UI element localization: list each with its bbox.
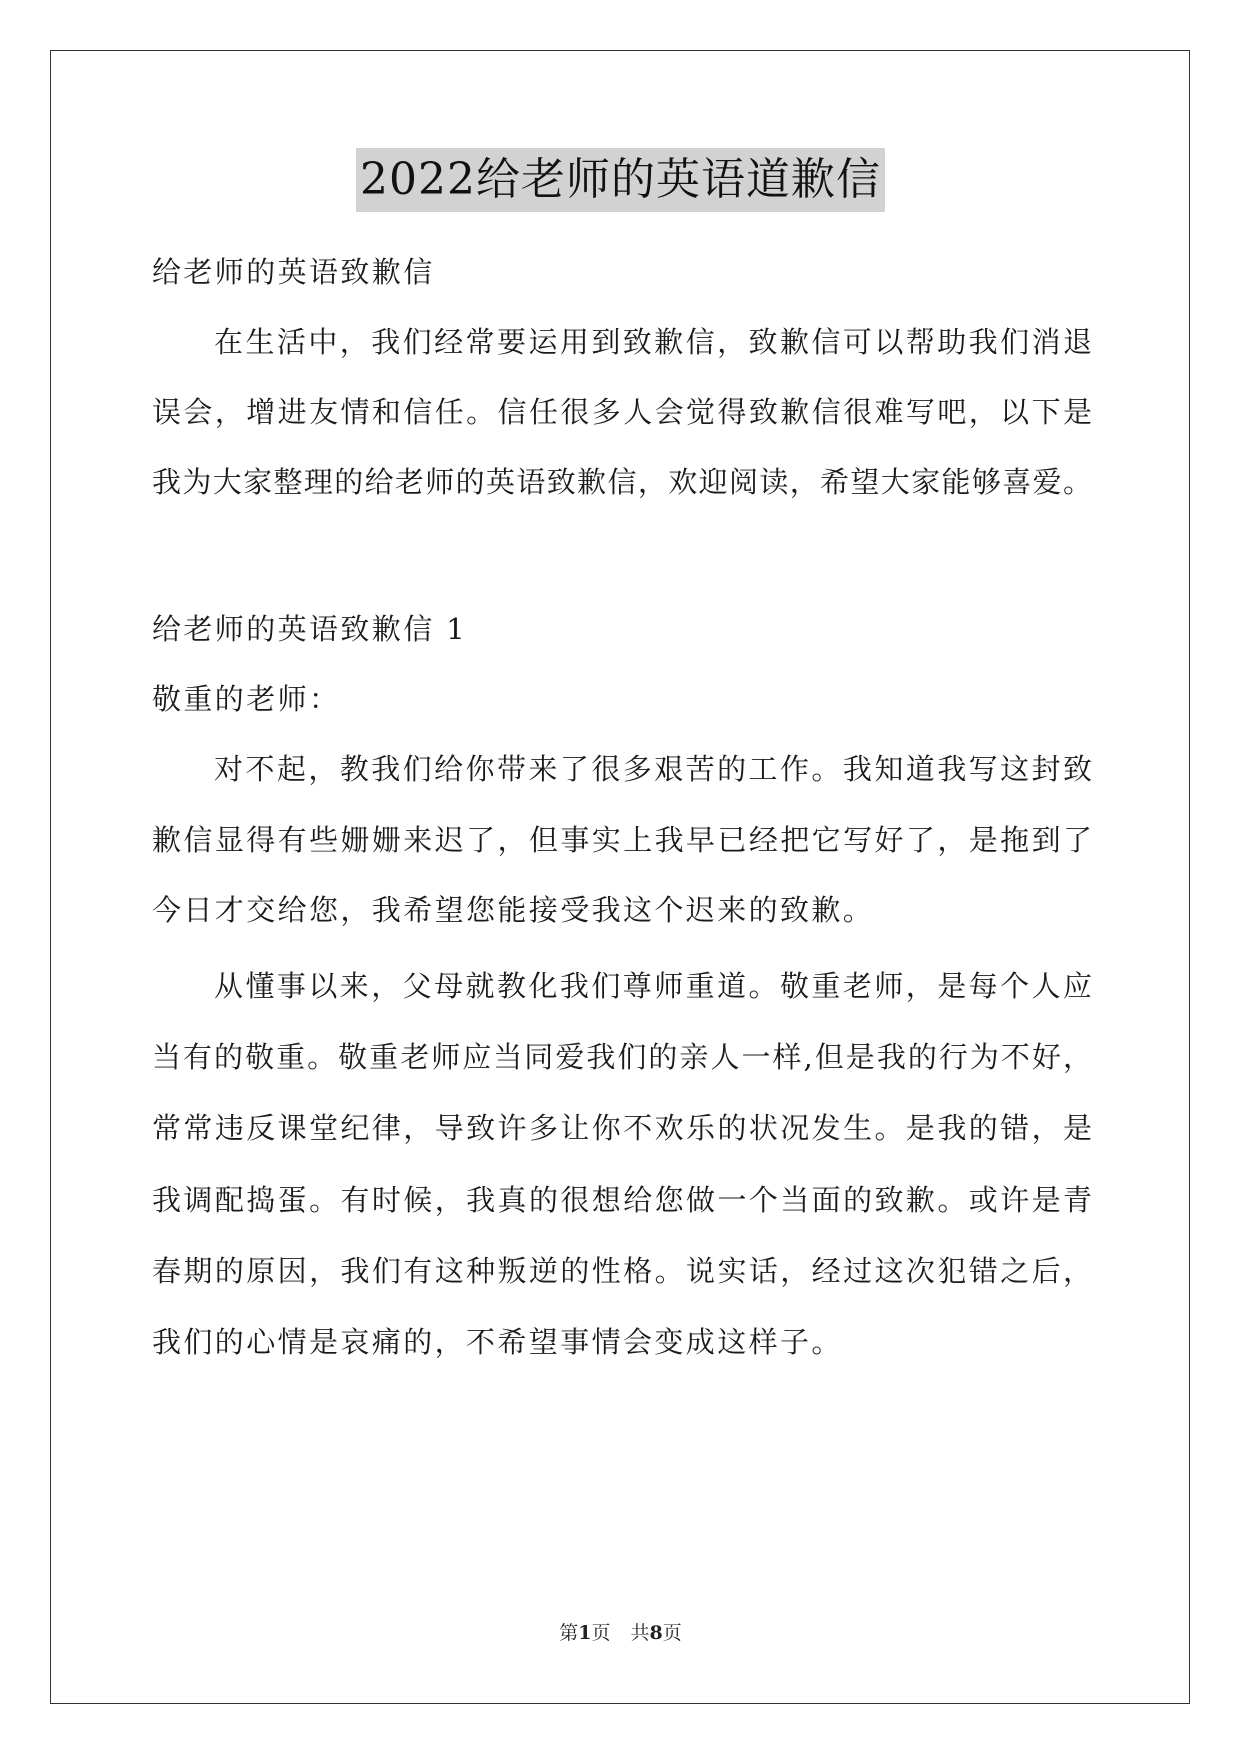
intro-line: 我为大家整理的给老师的英语致歉信，欢迎阅读，希望大家能够喜爱。 bbox=[152, 465, 1092, 499]
paragraph-line: 我们的心情是哀痛的，不希望事情会变成这样子。 bbox=[152, 1325, 843, 1359]
paragraph-line: 歉信显得有些姗姗来迟了，但事实上我早已经把它写好了，是拖到了 bbox=[152, 823, 1092, 857]
paragraph-line: 从懂事以来，父母就教化我们尊师重道。敬重老师，是每个人应 bbox=[214, 969, 1092, 1003]
salutation: 敬重的老师： bbox=[152, 682, 341, 716]
title-container bbox=[0, 148, 1241, 212]
document-subtitle: 给老师的英语致歉信 bbox=[152, 255, 435, 289]
page-indicator: 第1页 bbox=[559, 1622, 611, 1644]
intro-line: 误会，增进友情和信任。信任很多人会觉得致歉信很难写吧，以下是 bbox=[152, 395, 1092, 429]
paragraph-line: 我调配捣蛋。有时候，我真的很想给您做一个当面的致歉。或许是青 bbox=[152, 1183, 1092, 1217]
paragraph-line: 对不起，教我们给你带来了很多艰苦的工作。我知道我写这封致 bbox=[214, 752, 1092, 786]
paragraph-line: 今日才交给您，我希望您能接受我这个迟来的致歉。 bbox=[152, 893, 875, 927]
total-pages-indicator: 共8页 bbox=[630, 1622, 682, 1644]
paragraph-line: 当有的敬重。敬重老师应当同爱我们的亲人一样,但是我的行为不好， bbox=[152, 1040, 1092, 1074]
page-footer bbox=[0, 1620, 1241, 1646]
paragraph-line: 春期的原因，我们有这种叛逆的性格。说实话，经过这次犯错之后， bbox=[152, 1254, 1092, 1288]
page-border bbox=[50, 50, 1190, 1704]
section-heading: 给老师的英语致歉信 1 bbox=[152, 612, 468, 646]
paragraph-line: 常常违反课堂纪律，导致许多让你不欢乐的状况发生。是我的错，是 bbox=[152, 1111, 1092, 1145]
document-title: 2022给老师的英语道歉信 bbox=[356, 148, 885, 212]
intro-line: 在生活中，我们经常要运用到致歉信，致歉信可以帮助我们消退 bbox=[214, 325, 1092, 359]
